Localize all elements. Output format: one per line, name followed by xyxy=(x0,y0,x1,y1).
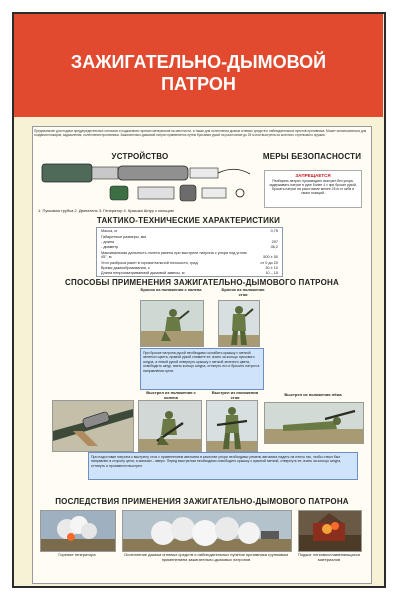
consequence-caption-3: Поджог легковоспламеняющихся материалов xyxy=(298,552,360,562)
ttx-label: Длина непросматриваемой дымовой завесы, м xyxy=(101,271,185,275)
throw-knee-label: Бросок из положения с колена xyxy=(140,287,202,292)
safety-heading: МЕРЫ БЕЗОПАСНОСТИ xyxy=(262,152,362,161)
intro-text: Предназначен для подачи предупредительных сигналов и поджигания горючих материалов на местности, а также для ослепления дымом огневых средств и наблюдательных пунктов противника. Может использоваться для создания пожаров, задымления, ослепления противника. Зажигательно-дымовой патрон применяется путем бросания рукой на расстояние до 25 м или выстрела из штатного стрелкового оружия. xyxy=(34,129,367,137)
device-caption: 1. Пусковая трубка 2. Двигатель 3. Генератор 4. Крышка Шнур с кольцом xyxy=(38,208,174,213)
ttx-value: 500 ± 50 xyxy=(263,255,278,259)
title-banner xyxy=(14,14,383,117)
ttx-value: 30 ± 10 xyxy=(265,266,278,270)
fire-knee-photo xyxy=(138,400,202,452)
ttx-table xyxy=(96,227,283,277)
device-heading: УСТРОЙСТВО xyxy=(111,152,169,161)
throw-knee-photo xyxy=(140,300,204,347)
fire-instructions: При подготовке патрона к выстрелу стоя с применением автомата в качестве упора необходимо ремень автомата надеть на плечо так, чтобы ствол был направлен в сторону цели, а магазин – вверх. Перед выстрелом необходимо освободить крышку с красной меткой, отвернуть ее, взять за кольцо шнура, оттянуть и произвести выстрел. xyxy=(88,452,358,480)
ttx-label: Угол разброса ракет в горизонтальной плоскости, град xyxy=(101,261,198,265)
ttx-value: от 0 до 20 xyxy=(260,261,278,265)
smoke-screen-photo xyxy=(122,510,292,552)
warning-box xyxy=(264,170,362,208)
ttx-value: 297 xyxy=(271,240,278,244)
ttx-label: - диаметр xyxy=(101,245,119,249)
ttx-label: Габаритные размеры, мм xyxy=(101,235,146,239)
ttx-row xyxy=(101,271,278,277)
consequences-heading: ПОСЛЕДСТВИЯ ПРИМЕНЕНИЯ ЗАЖИГАТЕЛЬНО-ДЫМОВОГО ПАТРОНА xyxy=(55,497,349,506)
consequence-caption-1: Горение генератора xyxy=(58,552,96,557)
generator-burning-photo xyxy=(40,510,116,552)
arson-photo xyxy=(298,510,362,552)
consequence-caption-2: Ослепление дымом огневых средств и наблюдательных пунктов противника групповым применением зажигательно-дымовых патронов xyxy=(123,552,288,562)
device-illustration xyxy=(40,160,260,204)
fire-lying-photo xyxy=(264,402,364,444)
fire-stand-photo xyxy=(206,400,258,452)
ttx-value: 46,2 xyxy=(270,245,278,249)
ttx-value: 10 – 15 xyxy=(265,271,278,275)
launch-closeup-photo xyxy=(52,400,134,452)
title-line-1: ЗАЖИГАТЕЛЬНО-ДЫМОВОЙ xyxy=(70,52,327,72)
fire-lying-label: Выстрел из положения лёжа xyxy=(284,392,342,397)
throw-instructions: При броске патрона рукой необходимо ослабить крышку с меткой зеленого цвета, правой рукой снимите ее, взять за кольцо пускового шнура, а левой рукой отвернуть крышку с меткой зеленого цвета, освободить шнур, взять кольцо шнура, оттянуть его и бросить патрон в направлении цели. xyxy=(140,348,264,390)
ttx-value: 0,75 xyxy=(270,229,278,233)
methods-heading: СПОСОБЫ ПРИМЕНЕНИЯ ЗАЖИГАТЕЛЬНО-ДЫМОВОГО ПАТРОНА xyxy=(65,278,339,287)
warning-title: ЗАПРЕЩАЕТСЯ xyxy=(295,173,331,178)
fire-knee-label: Выстрел из положения с колена xyxy=(146,390,196,400)
fire-stand-label: Выстрел из положения стоя xyxy=(211,390,259,400)
ttx-label: Время дымообразования, с xyxy=(101,266,150,270)
ttx-label: Максимальная дальность полета ракеты при выстреле патрона с упора под углом 45°, м xyxy=(101,251,247,259)
title-line-2: ПАТРОН xyxy=(161,74,236,94)
ttx-label: - длина xyxy=(101,240,115,244)
ttx-heading: ТАКТИКО-ТЕХНИЧЕСКИЕ ХАРАКТЕРИСТИКИ xyxy=(96,216,281,225)
warning-text: Разбирать патрон, производить выстрел без упора, задерживать патрон в руке более 4 с при броске рукой, бросать патрон на расстояние менее 25 м от себя и своих позиций. xyxy=(269,179,357,195)
throw-stand-label: Бросок из положения стоя xyxy=(221,287,265,297)
throw-stand-photo xyxy=(218,300,260,347)
ttx-label: Масса, кг xyxy=(101,229,118,233)
